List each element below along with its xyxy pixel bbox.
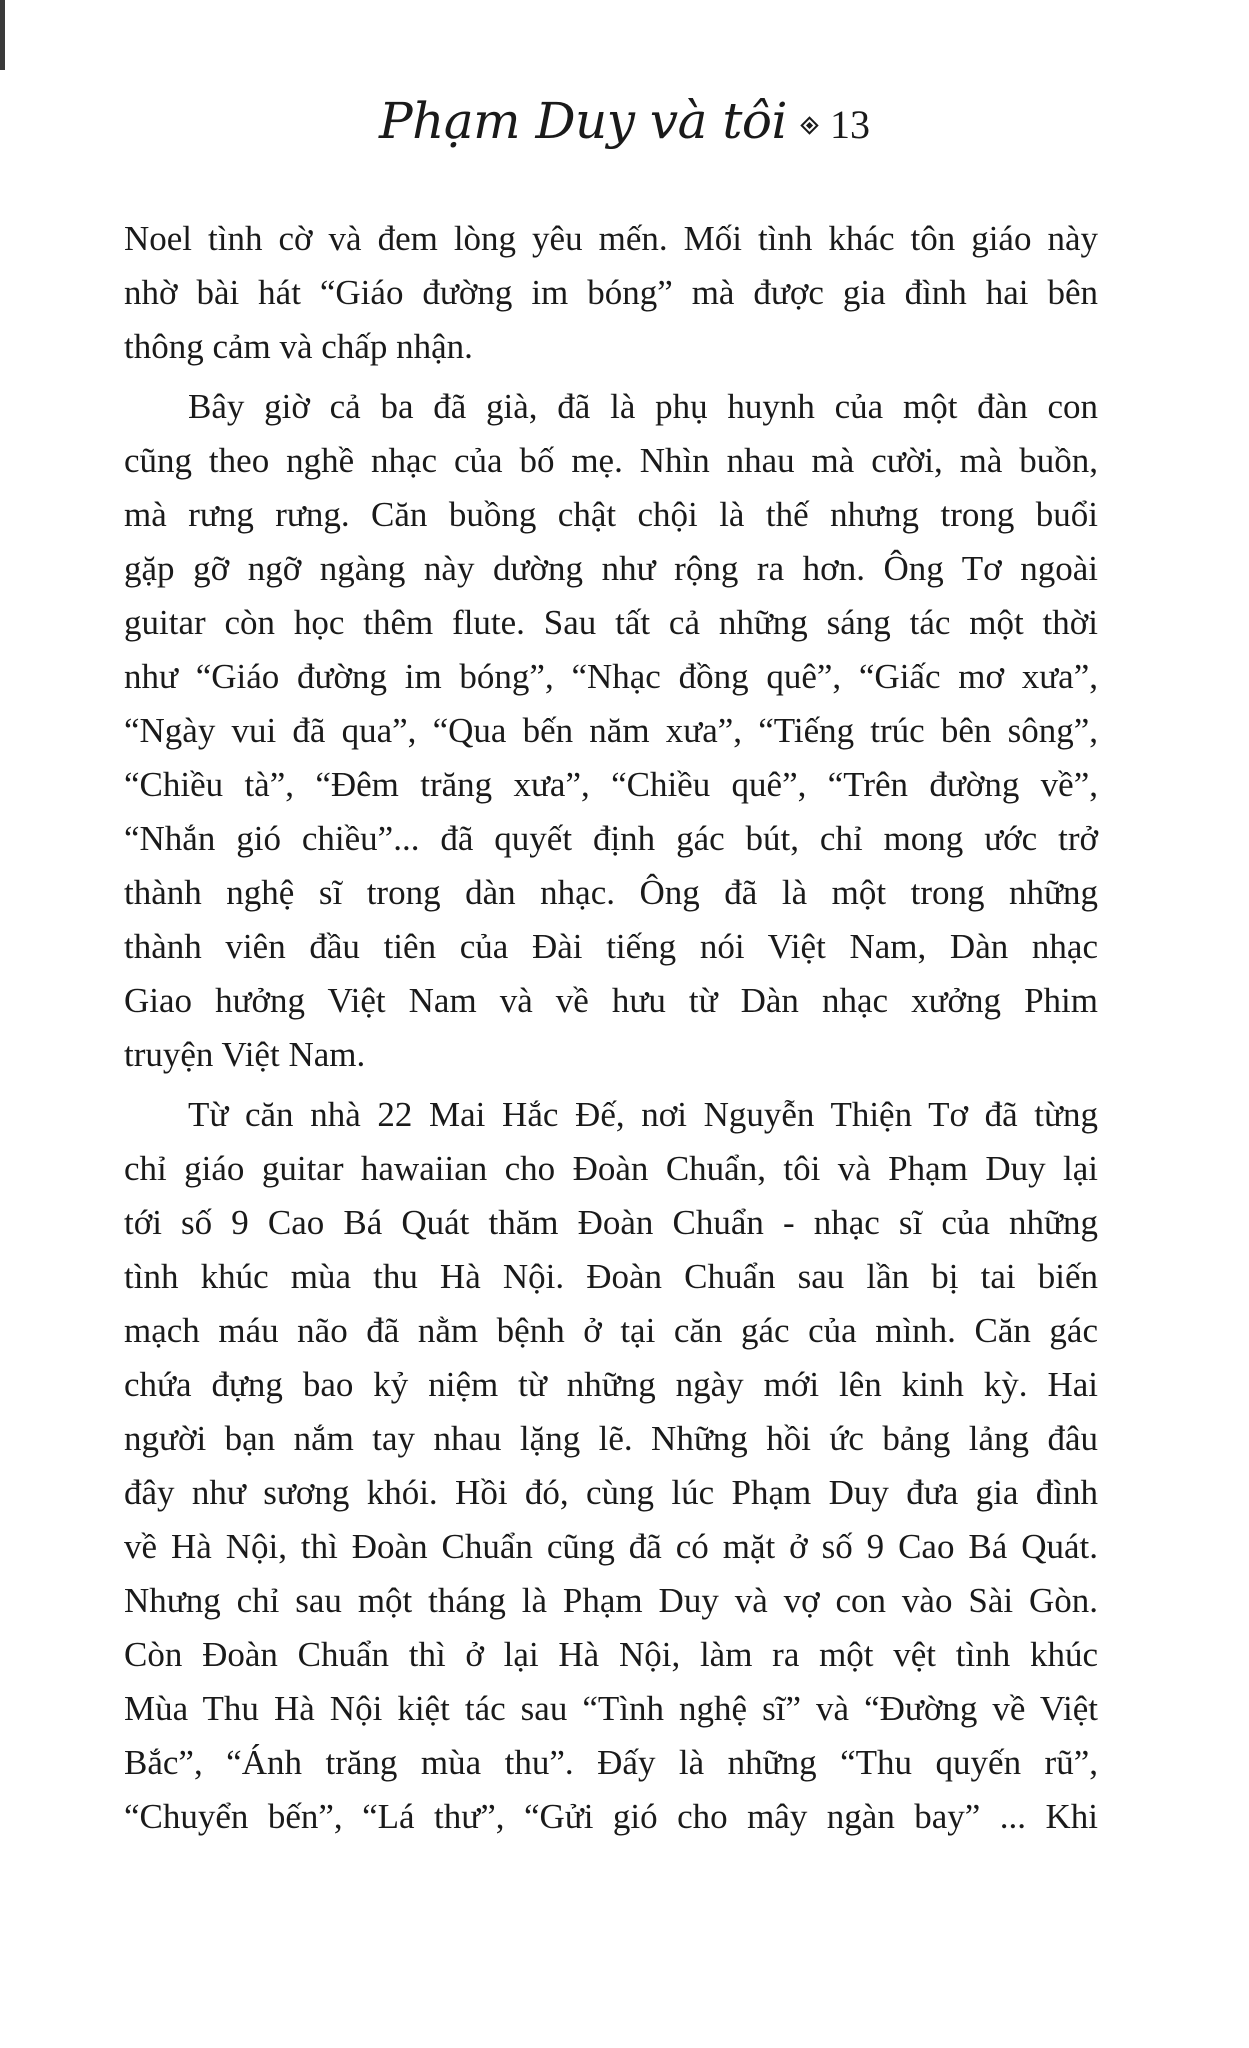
text-line: thành viên đầu tiên của Đài tiếng nói Việt Nam, Dàn nhạc: [124, 927, 1098, 966]
text-line: “Ngày vui đã qua”, “Qua bến năm xưa”, “Tiếng trúc bên sông”,: [124, 711, 1098, 750]
text-line: gặp gỡ ngỡ ngàng này dường như rộng ra hơn. Ông Tơ ngoài: [124, 549, 1098, 588]
text-line: Mùa Thu Hà Nội kiệt tác sau “Tình nghệ sĩ” và “Đường về Việt: [124, 1689, 1098, 1728]
text-line: “Chiều tà”, “Đêm trăng xưa”, “Chiều quê”, “Trên đường về”,: [124, 765, 1098, 804]
text-line: Bây giờ cả ba đã già, đã là phụ huynh của một đàn con: [188, 387, 1098, 426]
text-line: tình khúc mùa thu Hà Nội. Đoàn Chuẩn sau lần bị tai biến: [124, 1257, 1098, 1296]
running-header: [0, 92, 1249, 150]
text-line: Bắc”, “Ánh trăng mùa thu”. Đấy là những “Thu quyến rũ”,: [124, 1743, 1098, 1782]
text-line: mà rưng rưng. Căn buồng chật chội là thế nhưng trong buổi: [124, 495, 1098, 534]
text-line: guitar còn học thêm flute. Sau tất cả những sáng tác một thời: [124, 603, 1098, 642]
text-line: Noel tình cờ và đem lòng yêu mến. Mối tình khác tôn giáo này: [124, 219, 1098, 258]
text-line: “Chuyển bến”, “Lá thư”, “Gửi gió cho mây ngàn bay” ... Khi: [124, 1797, 1098, 1836]
text-line: truyện Việt Nam.: [124, 1035, 366, 1074]
text-line: người bạn nắm tay nhau lặng lẽ. Những hồi ức bảng lảng đâu: [124, 1419, 1098, 1458]
diamond-ornament-icon: [800, 116, 818, 134]
paragraph: [124, 1088, 1098, 1844]
paragraph: [124, 212, 1098, 374]
text-line: chứa đựng bao kỷ niệm từ những ngày mới lên kinh kỳ. Hai: [124, 1365, 1098, 1404]
text-line: “Nhắn gió chiều”... đã quyết định gác bút, chỉ mong ước trở: [124, 819, 1098, 858]
running-header-title: Phạm Duy và tôi: [378, 92, 788, 150]
page-edge-mark: [0, 0, 5, 70]
text-line: đây như sương khói. Hồi đó, cùng lúc Phạm Duy đưa gia đình: [124, 1473, 1098, 1512]
text-line: như “Giáo đường im bóng”, “Nhạc đồng quê”, “Giấc mơ xưa”,: [124, 657, 1098, 696]
text-line: về Hà Nội, thì Đoàn Chuẩn cũng đã có mặt ở số 9 Cao Bá Quát.: [124, 1527, 1098, 1566]
paragraph: [124, 380, 1098, 1082]
text-line: thành nghệ sĩ trong dàn nhạc. Ông đã là một trong những: [124, 873, 1098, 912]
text-line: Còn Đoàn Chuẩn thì ở lại Hà Nội, làm ra một vệt tình khúc: [124, 1635, 1098, 1674]
text-line: Nhưng chỉ sau một tháng là Phạm Duy và vợ con vào Sài Gòn.: [124, 1581, 1098, 1620]
text-line: nhờ bài hát “Giáo đường im bóng” mà được gia đình hai bên: [124, 273, 1098, 312]
text-line: chỉ giáo guitar hawaiian cho Đoàn Chuẩn, tôi và Phạm Duy lại: [124, 1149, 1098, 1188]
page-number: 13: [830, 102, 871, 147]
text-line: Từ căn nhà 22 Mai Hắc Đế, nơi Nguyễn Thiện Tơ đã từng: [188, 1095, 1098, 1134]
text-line: cũng theo nghề nhạc của bố mẹ. Nhìn nhau mà cười, mà buồn,: [124, 441, 1098, 480]
text-line: Giao hưởng Việt Nam và về hưu từ Dàn nhạc xưởng Phim: [124, 981, 1098, 1020]
body-text: [124, 212, 1098, 1850]
text-line: thông cảm và chấp nhận.: [124, 327, 473, 366]
text-line: tới số 9 Cao Bá Quát thăm Đoàn Chuẩn - nhạc sĩ của những: [124, 1203, 1098, 1242]
text-line: mạch máu não đã nằm bệnh ở tại căn gác của mình. Căn gác: [124, 1311, 1098, 1350]
